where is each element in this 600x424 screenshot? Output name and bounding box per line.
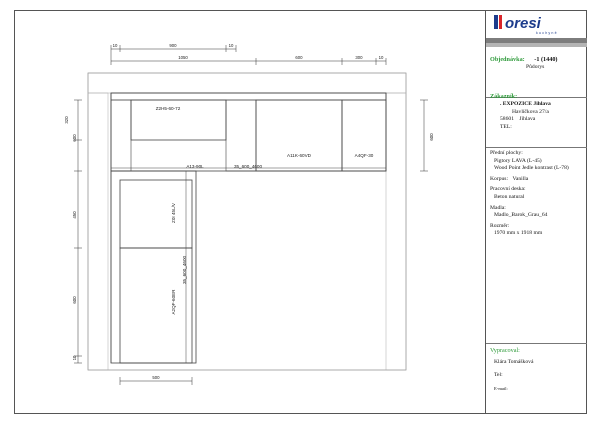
- prepared-name: Klára Tomášková: [494, 359, 534, 365]
- dim-bottom: 500: [152, 375, 160, 380]
- title-block: [485, 10, 587, 414]
- brand-tagline: kuchyně: [536, 31, 558, 35]
- customer-zip: 58601: [500, 116, 514, 123]
- dim-left-3: 450: [72, 211, 77, 219]
- dim-left-5: 10: [72, 355, 77, 361]
- dim-ticks-top: [111, 45, 386, 65]
- order-label: Objednávka:: [490, 56, 525, 63]
- dim-left-4: 600: [72, 296, 77, 304]
- back-wall: [88, 73, 406, 93]
- customer-street: Havlíčkova 27/a: [512, 108, 549, 115]
- spec-worktop-value: Beton natural: [494, 193, 525, 200]
- logo-bar-blue: [494, 15, 498, 29]
- spec-korpus: [490, 176, 583, 184]
- dim-top-4: 1050: [178, 55, 188, 60]
- order-section: [486, 56, 587, 72]
- cabinet-z0i: [120, 180, 192, 248]
- dim-top-2: 900: [169, 43, 177, 48]
- cabinet-code-35-side: 35_600_4600: [182, 255, 187, 285]
- dim-left-1: 320: [64, 116, 69, 124]
- spec-front-label: Přední plochy:: [490, 150, 523, 156]
- cabinet-code-a11k: A11K-60VD: [287, 153, 311, 158]
- upper-cabinet-row: [111, 93, 386, 171]
- brand-name: oresi: [505, 15, 541, 32]
- cabinet-code-a2qf: A2QF-60ER: [171, 289, 176, 315]
- dim-top-6: 300: [355, 55, 363, 60]
- brand-logo: [486, 12, 587, 38]
- prepared-section: [486, 347, 587, 393]
- order-number: -1 (1440): [534, 56, 558, 63]
- divider-3: [486, 343, 587, 344]
- dim-top-3: 10: [228, 43, 234, 48]
- customer-section: [486, 93, 587, 131]
- cabinet-code-z2h5: Z2H5-60-72: [155, 106, 181, 111]
- customer-city: Jihlava: [519, 116, 536, 123]
- spec-front-value-2: Wood Point Jedle kontrast (L-78): [494, 165, 569, 172]
- customer-tel: TEL:: [500, 123, 512, 130]
- corner-cabinet: [226, 100, 256, 171]
- cabinet-a11k: [256, 100, 342, 171]
- cabinet-code-z0i: Z0I 45L/V: [171, 203, 176, 223]
- upper-end-panel: [111, 100, 131, 171]
- order-view: Půdorys: [526, 64, 545, 70]
- spec-size-label: Rozměr:: [490, 222, 510, 229]
- prepared-label: Vypracoval:: [490, 347, 520, 354]
- cabinet-a4qf: [342, 100, 386, 171]
- left-wall: [88, 93, 108, 370]
- dim-top-1: 10: [112, 43, 118, 48]
- spec-korpus-label: Korpus:: [490, 175, 509, 182]
- customer-name: . EXPOZICE Jihlava: [500, 101, 551, 107]
- spec-korpus-value: Vanilla: [512, 175, 529, 182]
- dim-top-7: 10: [378, 55, 384, 60]
- logo-bar-red: [499, 15, 502, 29]
- dim-left-2: 600: [72, 134, 77, 142]
- cabinet-code-a4qf: A4QF-30: [354, 153, 374, 158]
- cabinet-code-35-top: 35_600_4600: [233, 164, 263, 169]
- specs-section: [486, 148, 587, 238]
- spec-size-value: 1970 mm x 1918 mm: [494, 230, 543, 237]
- spec-handles-label: Madla:: [490, 204, 506, 211]
- customer-label: Zákazník:: [490, 93, 518, 100]
- dim-right: 600: [429, 133, 434, 141]
- spec-worktop-label: Pracovní deska:: [490, 186, 526, 193]
- upper-plinth: [111, 93, 386, 100]
- prepared-email: E-mail:: [494, 386, 508, 392]
- dim-top-5: 600: [295, 55, 303, 60]
- right-wall: [386, 93, 406, 370]
- spec-front-value-1: Pigtory LAVA (L-45): [494, 157, 542, 164]
- prepared-tel: Tel:: [494, 371, 503, 378]
- cabinet-code-a13: A13-90L: [186, 164, 204, 169]
- gray-bar-bottom: [486, 43, 587, 47]
- room-outline: [88, 73, 406, 370]
- brand-logo-mark: [490, 12, 584, 38]
- spec-handles-value: Madlo_Barok_Grau_64: [494, 212, 548, 219]
